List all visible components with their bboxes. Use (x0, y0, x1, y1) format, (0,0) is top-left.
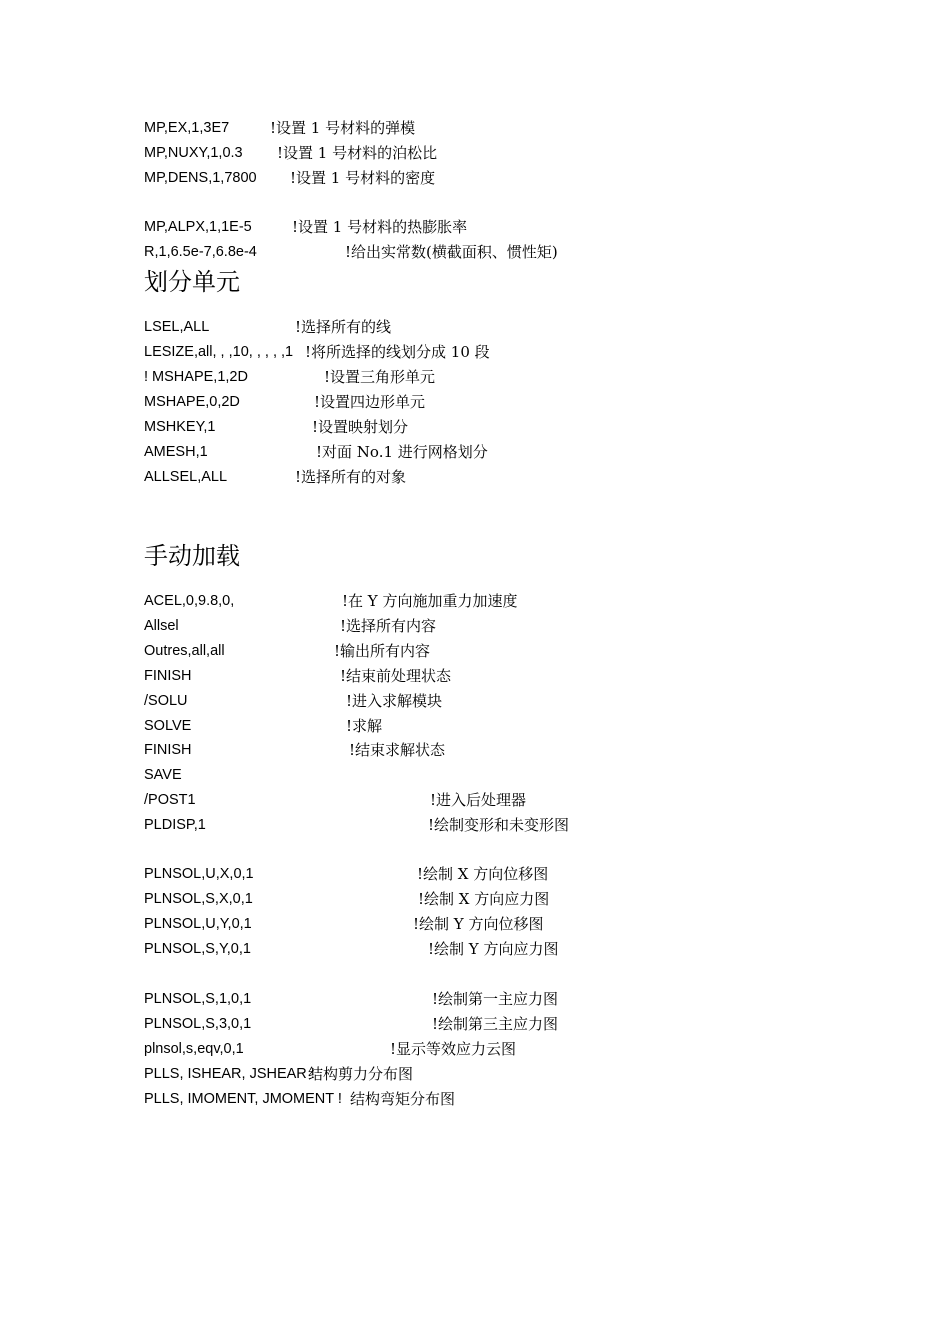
code-line (144, 215, 468, 239)
comment-text: !绘制 Y 方向应力图 (428, 940, 559, 958)
comment-text: !绘制 X 方向位移图 (417, 865, 549, 883)
comment-text: !进入求解模块 (346, 692, 443, 710)
comment-text: !设置 1 号材料的弹模 (270, 119, 416, 137)
comment-text: !绘制 X 方向应力图 (418, 890, 550, 908)
code-line (144, 639, 431, 663)
command-text: MP,NUXY,1,0.3 (144, 145, 243, 161)
code-line (144, 887, 550, 911)
code-line (144, 788, 527, 812)
command-text: MP,DENS,1,7800 (144, 170, 257, 186)
command-text: MSHAPE,0,2D (144, 394, 240, 410)
command-text: PLDISP,1 (144, 817, 206, 833)
comment-text: !对面 No.1 进行网格划分 (316, 443, 488, 461)
comment-text: !绘制变形和未变形图 (428, 816, 570, 834)
code-line (144, 340, 490, 364)
comment-text: !求解 (346, 717, 383, 735)
comment-text: !选择所有内容 (340, 617, 437, 635)
command-text: PLNSOL,S,1,0,1 (144, 991, 252, 1007)
command-text: PLNSOL,S,Y,0,1 (144, 941, 251, 957)
comment-text: !结束前处理状态 (340, 667, 452, 685)
code-line (144, 1037, 517, 1061)
command-text: R,1,6.5e-7,6.8e-4 (144, 244, 257, 260)
code-line (144, 738, 446, 762)
command-text: FINISH (144, 668, 192, 684)
comment-text: !设置 1 号材料的热膨胀率 (292, 218, 468, 236)
command-text: LESIZE,all, , ,10, , , , ,1 (144, 344, 294, 360)
code-line (144, 714, 383, 738)
code-line (144, 240, 558, 264)
command-text: PLNSOL,U,Y,0,1 (144, 916, 252, 932)
code-line (144, 465, 407, 489)
command-text: /SOLU (144, 693, 188, 709)
code-line (144, 589, 518, 613)
code-line (144, 141, 438, 165)
command-text: MP,ALPX,1,1E-5 (144, 219, 252, 235)
comment-text: 结构弯矩分布图 (350, 1090, 456, 1108)
comment-text: !设置映射划分 (312, 418, 409, 436)
command-text: Allsel (144, 618, 179, 634)
code-line (144, 937, 559, 961)
command-text: MSHKEY,1 (144, 419, 216, 435)
section-heading-load: 手动加载 (144, 542, 240, 570)
command-text: SOLVE (144, 718, 192, 734)
code-line (144, 862, 549, 886)
comment-text: !输出所有内容 (334, 642, 431, 660)
section-heading-mesh: 划分单元 (144, 268, 240, 296)
code-line (144, 763, 182, 787)
code-line (144, 987, 559, 1011)
comment-text: !绘制第三主应力图 (432, 1015, 559, 1033)
code-line (144, 664, 452, 688)
comment-text: !设置三角形单元 (324, 368, 436, 386)
code-line (144, 1087, 456, 1111)
comment-text: !显示等效应力云图 (390, 1040, 517, 1058)
code-line (144, 1012, 559, 1036)
code-line (144, 116, 416, 140)
command-text: plnsol,s,eqv,0,1 (144, 1041, 244, 1057)
comment-text: 结构剪力分布图 (308, 1065, 414, 1083)
command-text: PLNSOL,S,3,0,1 (144, 1016, 252, 1032)
code-line (144, 440, 488, 464)
command-text: LSEL,ALL (144, 319, 210, 335)
code-line (144, 813, 570, 837)
code-line (144, 365, 436, 389)
comment-text: !将所选择的线划分成 10 段 (305, 343, 490, 361)
command-text: ! MSHAPE,1,2D (144, 369, 248, 385)
comment-text: !选择所有的对象 (295, 468, 407, 486)
command-text: PLNSOL,S,X,0,1 (144, 891, 253, 907)
command-text: AMESH,1 (144, 444, 208, 460)
comment-text: !给出实常数(横截面积、惯性矩) (345, 243, 558, 261)
command-text: Outres,all,all (144, 643, 225, 659)
code-line (144, 614, 437, 638)
comment-text: !在 Y 方向施加重力加速度 (342, 592, 518, 610)
comment-text: !结束求解状态 (349, 741, 446, 759)
command-text: ACEL,0,9.8,0, (144, 593, 235, 609)
code-line (144, 166, 436, 190)
comment-text: !绘制 Y 方向位移图 (413, 915, 544, 933)
comment-text: !设置 1 号材料的密度 (290, 169, 436, 187)
comment-text: !绘制第一主应力图 (432, 990, 559, 1008)
command-text: ALLSEL,ALL (144, 469, 228, 485)
command-text: PLLS, ISHEAR, JSHEAR ! (144, 1066, 315, 1082)
code-line (144, 1062, 414, 1086)
comment-text: !设置 1 号材料的泊松比 (277, 144, 438, 162)
comment-text: !设置四边形单元 (314, 393, 426, 411)
command-text: PLNSOL,U,X,0,1 (144, 866, 254, 882)
code-line (144, 415, 409, 439)
command-text: MP,EX,1,3E7 (144, 120, 230, 136)
command-text: PLLS, IMOMENT, JMOMENT ! (144, 1091, 342, 1107)
code-line (144, 689, 443, 713)
code-line (144, 315, 392, 339)
command-text: SAVE (144, 767, 182, 783)
command-text: /POST1 (144, 792, 196, 808)
code-line (144, 912, 544, 936)
comment-text: !选择所有的线 (295, 318, 392, 336)
command-text: FINISH (144, 742, 192, 758)
comment-text: !进入后处理器 (430, 791, 527, 809)
code-line (144, 390, 426, 414)
